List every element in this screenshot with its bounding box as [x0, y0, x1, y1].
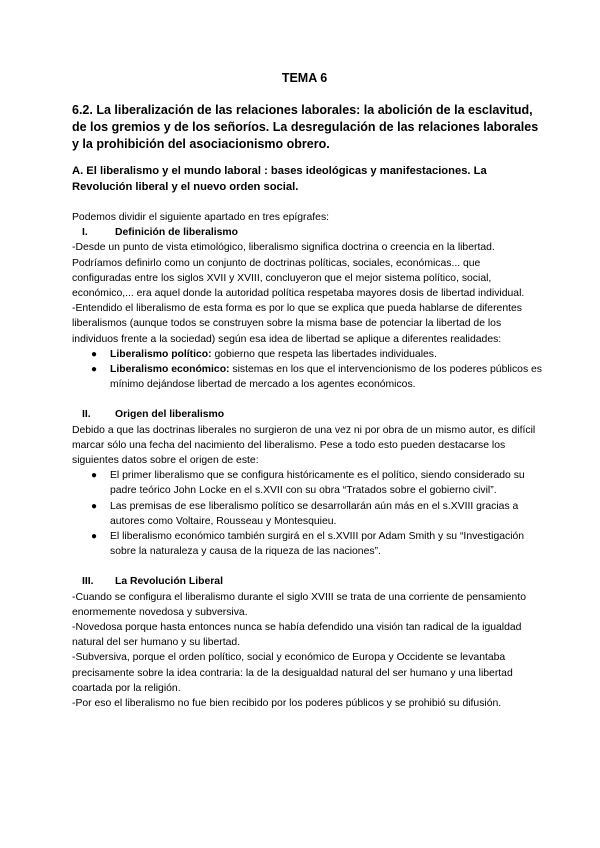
bullet-text: El primer liberalismo que se configura históricamente es el político, siendo considerado su padre teórico John Locke en el s.XVII con su obra “Tratados sobre el gobierno civil”.: [110, 470, 525, 497]
bullet-icon: ●: [91, 364, 98, 376]
bullet-icon: ●: [91, 470, 98, 482]
section-1-number: I.: [82, 227, 88, 239]
bullet-icon: ●: [91, 531, 98, 543]
list-item: [91, 362, 542, 392]
section-2-number: II.: [82, 409, 91, 421]
section-3-title: La Revolución Liberal: [115, 576, 223, 588]
bullet-icon: ●: [91, 348, 98, 360]
document-title: TEMA 6: [281, 71, 328, 85]
bullet-term: Liberalismo económico:: [110, 364, 230, 376]
bullet-text: Las premisas de ese liberalismo político se desarrollarán aún más en el s.XVIII gracias a autores como Voltaire, Rousseau y Montesquieu.: [110, 500, 519, 527]
document-body: [72, 210, 542, 711]
subsection-heading: A. El liberalismo y el mundo laboral : bases ideológicas y manifestaciones. La Revolución liberal y el nuevo orden social.: [72, 165, 487, 193]
section-1-paragraph-2: -Entendido el liberalismo de esta forma es por lo que se explica que pueda hablarse de diferentes liberalismos (aunque todos se construyen sobre la misma base de potenciar la libertad de los individuos frente a la sociedad) según esa idea de libertad se aplique a diferentes realidades:: [72, 303, 522, 345]
bullet-text: sistemas en los que el intervencionismo de los poderes públicos es mínimo dejándose libertad de mercado a los agentes económicos.: [110, 364, 542, 391]
section-1-bullet-list: [72, 347, 542, 393]
section-3-number: III.: [82, 576, 94, 588]
section-1-title: Definición de liberalismo: [115, 227, 238, 239]
bullet-text: gobierno que respeta las libertades individuales.: [211, 348, 437, 360]
list-item: [91, 347, 542, 362]
bullet-text: El liberalismo económico también surgirá en el s.XVIII por Adam Smith y su “Investigación sobre la naturaleza y causa de la riqueza de las naciones”.: [110, 531, 525, 558]
section-2-heading: [72, 407, 542, 422]
list-item: [91, 499, 542, 529]
list-item: [91, 529, 542, 559]
section-1-paragraph-1: -Desde un punto de vista etimológico, liberalismo significa doctrina o creencia en la libertad. Podríamos definirlo como un conjunto de doctrinas políticas, sociales, económicas... que configuradas entre los siglos XVII y XVIII, concluyeron que el mejor sistema político, social, económico,... era aquel donde la autoridad política respetaba mayores dosis de libertad individual.: [72, 242, 525, 300]
section-2-title: Origen del liberalismo: [115, 409, 225, 421]
section-2-paragraph-1: Debido a que las doctrinas liberales no surgieron de una vez ni por obra de un mismo autor, es difícil marcar sólo una fecha del nacimiento del liberalismo. Pese a todo esto pueden destacarse los siguientes datos sobre el origen de este:: [72, 424, 536, 467]
section-2-bullet-list: [72, 468, 542, 559]
section-3-paragraph-3: -Subversiva, porque el orden político, social y económico de Europa y Occidente se levantaba precisamente sobre la idea contraria: la de la desigualdad natural del ser humano y una libertad coartada por la religión.: [72, 652, 513, 694]
section-3-heading: [72, 574, 542, 589]
bullet-term: Liberalismo político:: [110, 348, 212, 360]
section-1-heading: [72, 225, 542, 240]
bullet-icon: ●: [91, 500, 98, 512]
section-3-paragraph-4: -Por eso el liberalismo no fue bien recibido por los poderes públicos y se prohibió su difusión.: [72, 698, 502, 710]
section-heading: 6.2. La liberalización de las relaciones laborales: la abolición de la esclavitud, de los gremios y de los señoríos. La desregulación de las relaciones laborales y la prohibición del asociacionismo obrero.: [72, 103, 539, 151]
intro-paragraph: Podemos dividir el siguiente apartado en tres epígrafes:: [72, 212, 330, 223]
section-3-paragraph-1: -Cuando se configura el liberalismo durante el siglo XVIII se trata de una corriente de pensamiento enormemente novedosa y subversiva.: [72, 591, 526, 618]
list-item: [91, 468, 542, 498]
section-3-paragraph-2: -Novedosa porque hasta entonces nunca se había defendido una visión tan radical de la igualdad natural del ser humano y su libertad.: [72, 622, 522, 649]
